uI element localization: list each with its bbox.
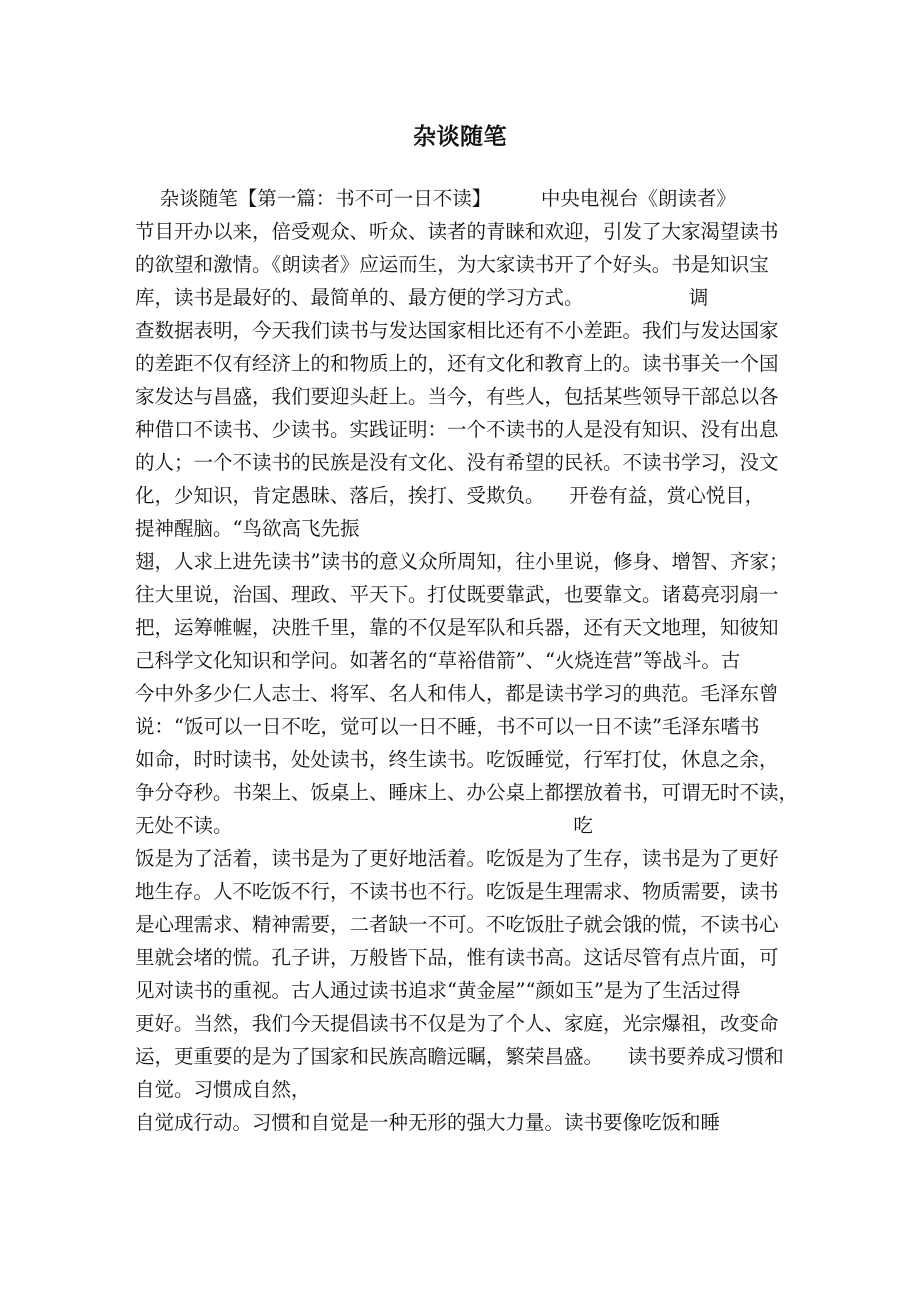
text-line: 今中外多少仁人志士、将军、名人和伟人，都是读书学习的典范。毛泽东曾: [135, 682, 779, 705]
text-line: 自觉成行动。习惯和自觉是一种无形的强大力量。读书要像吃饭和睡: [135, 1111, 721, 1134]
text-line: 库，读书是最好的、最简单的、最方便的学习方式。 调: [135, 286, 709, 309]
text-line: 运，更重要的是为了国家和民族高瞻远瞩，繁荣昌盛。 读书要养成习惯和: [135, 1045, 784, 1068]
document-title: 杂谈随笔: [413, 124, 507, 150]
text-line: 里就会堵的慌。孔子讲，万般皆下品，惟有读书高。这话尽管有点片面，可: [135, 946, 779, 969]
text-line: 节目开办以来，倍受观众、听众、读者的青睐和欢迎，引发了大家渴望读书: [135, 220, 779, 243]
text-line: 种借口不读书、少读书。实践证明：一个不读书的人是没有知识、没有出息: [135, 418, 779, 441]
text-line: 的差距不仅有经济上的和物质上的，还有文化和教育上的。读书事关一个国: [135, 352, 779, 375]
text-line: 更好。当然，我们今天提倡读书不仅是为了个人、家庭，光宗爆祖，改变命: [135, 1012, 779, 1035]
text-line: 饭是为了活着，读书是为了更好地活着。吃饭是为了生存，读书是为了更好: [135, 847, 779, 870]
text-line: 是心理需求、精神需要，二者缺一不可。不吃饭肚子就会饿的慌，不读书心: [135, 913, 779, 936]
text-line: 往大里说，治国、理政、平天下。打仗既要靠武，也要靠文。诸葛亮羽扇一: [135, 583, 779, 606]
text-line: 提神醒脑。“鸟欲高飞先振: [135, 517, 360, 540]
text-line: 化，少知识，肯定愚昧、落后，挨打、受欺负。 开卷有益，赏心悦目，: [135, 484, 765, 507]
text-line: 的人；一个不读书的民族是没有文化、没有希望的民袄。不读书学习，没文: [135, 451, 779, 474]
text-line: 翅，人求上进先读书”读书的意义众所周知，往小里说，修身、增智、齐家；: [135, 550, 789, 573]
text-line: 争分夺秒。书架上、饭桌上、睡床上、办公桌上都摆放着书，可谓无时不读，: [135, 781, 799, 804]
text-line: 自觉。习惯成自然，: [135, 1078, 311, 1101]
text-line: 家发达与昌盛，我们要迎头赶上。当今，有些人，包括某些领导干部总以各: [135, 385, 779, 408]
text-line: 把，运筹帷幄，决胜千里，靠的不仅是军队和兵器，还有天文地理，知彼知: [135, 616, 779, 639]
text-line: 说：“饭可以一日不吃，觉可以一日不睡，书不可以一日不读”毛泽东嗜书: [135, 715, 760, 738]
document-body: [135, 182, 799, 1139]
text-line: 己科学文化知识和学问。如著名的“草裕借箭”、“火烧连营”等战斗。古: [135, 649, 741, 672]
text-line: 地生存。人不吃饭不行，不读书也不行。吃饭是生理需求、物质需要，读书: [135, 880, 779, 903]
text-line: 的欲望和激情。《朗读者》应运而生，为大家读书开了个好头。书是知识宝: [135, 253, 769, 276]
text-line: 查数据表明，今天我们读书与发达国家相比还有不小差距。我们与发达国家: [135, 319, 779, 342]
text-line: 见对读书的重视。古人通过读书追求“黄金屋”“颜如玉”是为了生活过得: [135, 979, 741, 1002]
text-line: 杂谈随笔【第一篇：书不可一日不读】 中央电视台《朗读者》: [135, 187, 736, 210]
text-line: 如命，时时读书，处处读书，终生读书。吃饭睡觉，行军打仗，休息之余，: [135, 748, 779, 771]
text-line: 无处不读。 吃: [135, 814, 593, 837]
